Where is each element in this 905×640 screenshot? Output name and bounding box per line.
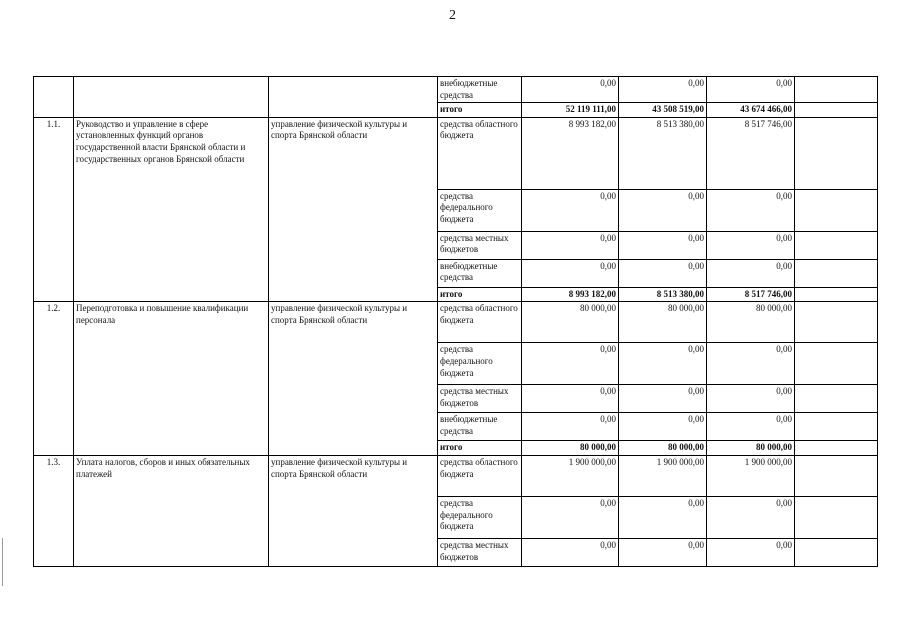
amount-cell: 0,00 [707,538,795,566]
funding-source-cell: средства федерального бюджета [438,189,522,231]
amount-cell: 0,00 [707,496,795,538]
empty-cell [795,343,878,385]
amount-cell: 0,00 [522,259,619,287]
empty-cell [795,77,878,103]
amount-cell: 0,00 [707,343,795,385]
total-amount-cell: 8 517 746,00 [707,287,795,302]
total-amount-cell: 80 000,00 [619,441,707,456]
item-number-cell [34,77,74,118]
total-label-cell: итого [438,441,522,456]
funding-source-cell: внебюджетные средства [438,77,522,103]
amount-cell: 0,00 [707,259,795,287]
executor-cell: управление физической культуры и спорта Брянской области [269,455,438,566]
amount-cell: 0,00 [707,189,795,231]
item-number-cell: 1.3. [34,455,74,566]
total-amount-cell: 52 119 111,00 [522,103,619,118]
amount-cell: 0,00 [619,496,707,538]
funding-source-cell: средства федерального бюджета [438,496,522,538]
amount-cell: 80 000,00 [522,302,619,343]
item-name-cell: Переподготовка и повышение квалификации персонала [74,302,269,456]
amount-cell: 8 993 182,00 [522,117,619,189]
page-number: 2 [449,8,456,23]
amount-cell: 0,00 [619,259,707,287]
scan-edge-mark [2,538,3,586]
item-number-cell: 1.1. [34,117,74,302]
funding-source-cell: средства областного бюджета [438,455,522,496]
empty-cell [795,538,878,566]
empty-cell [795,189,878,231]
amount-cell: 0,00 [619,413,707,441]
empty-cell [795,103,878,118]
amount-cell: 0,00 [619,189,707,231]
table-row [34,302,878,343]
empty-cell [795,259,878,287]
item-name-cell [74,77,269,118]
amount-cell: 0,00 [522,189,619,231]
amount-cell: 0,00 [619,231,707,259]
total-amount-cell: 80 000,00 [522,441,619,456]
empty-cell [795,455,878,496]
amount-cell: 1 900 000,00 [619,455,707,496]
total-amount-cell: 8 513 380,00 [619,287,707,302]
amount-cell: 0,00 [619,538,707,566]
item-name-cell: Уплата налогов, сборов и иных обязательных платежей [74,455,269,566]
empty-cell [795,385,878,413]
amount-cell: 80 000,00 [619,302,707,343]
amount-cell: 0,00 [522,385,619,413]
amount-cell: 0,00 [707,413,795,441]
amount-cell: 1 900 000,00 [522,455,619,496]
empty-cell [795,413,878,441]
amount-cell: 0,00 [707,77,795,103]
table-row [34,455,878,496]
amount-cell: 0,00 [522,343,619,385]
item-number-cell: 1.2. [34,302,74,456]
funding-source-cell: средства местных бюджетов [438,385,522,413]
amount-cell: 8 517 746,00 [707,117,795,189]
executor-cell [269,77,438,118]
amount-cell: 0,00 [619,343,707,385]
budget-table [33,76,878,567]
total-amount-cell: 8 993 182,00 [522,287,619,302]
amount-cell: 1 900 000,00 [707,455,795,496]
amount-cell: 0,00 [522,77,619,103]
empty-cell [795,302,878,343]
executor-cell: управление физической культуры и спорта Брянской области [269,117,438,302]
total-amount-cell: 80 000,00 [707,441,795,456]
amount-cell: 0,00 [522,413,619,441]
amount-cell: 0,00 [522,231,619,259]
funding-source-cell: средства местных бюджетов [438,538,522,566]
amount-cell: 0,00 [522,538,619,566]
amount-cell: 80 000,00 [707,302,795,343]
funding-source-cell: средства федерального бюджета [438,343,522,385]
total-amount-cell: 43 674 466,00 [707,103,795,118]
amount-cell: 0,00 [522,496,619,538]
total-label-cell: итого [438,103,522,118]
empty-cell [795,231,878,259]
amount-cell: 8 513 380,00 [619,117,707,189]
funding-source-cell: средства областного бюджета [438,117,522,189]
table-row [34,77,878,103]
empty-cell [795,287,878,302]
amount-cell: 0,00 [619,385,707,413]
funding-source-cell: внебюджетные средства [438,413,522,441]
total-amount-cell: 43 508 519,00 [619,103,707,118]
empty-cell [795,441,878,456]
executor-cell: управление физической культуры и спорта Брянской области [269,302,438,456]
amount-cell: 0,00 [707,385,795,413]
funding-source-cell: средства областного бюджета [438,302,522,343]
empty-cell [795,496,878,538]
amount-cell: 0,00 [619,77,707,103]
table-row [34,117,878,189]
total-label-cell: итого [438,287,522,302]
item-name-cell: Руководство и управление в сфере установленных функций органов государственной власти Брянской области и государственных органов Брянской области [74,117,269,302]
empty-cell [795,117,878,189]
amount-cell: 0,00 [707,231,795,259]
funding-source-cell: средства местных бюджетов [438,231,522,259]
funding-source-cell: внебюджетные средства [438,259,522,287]
